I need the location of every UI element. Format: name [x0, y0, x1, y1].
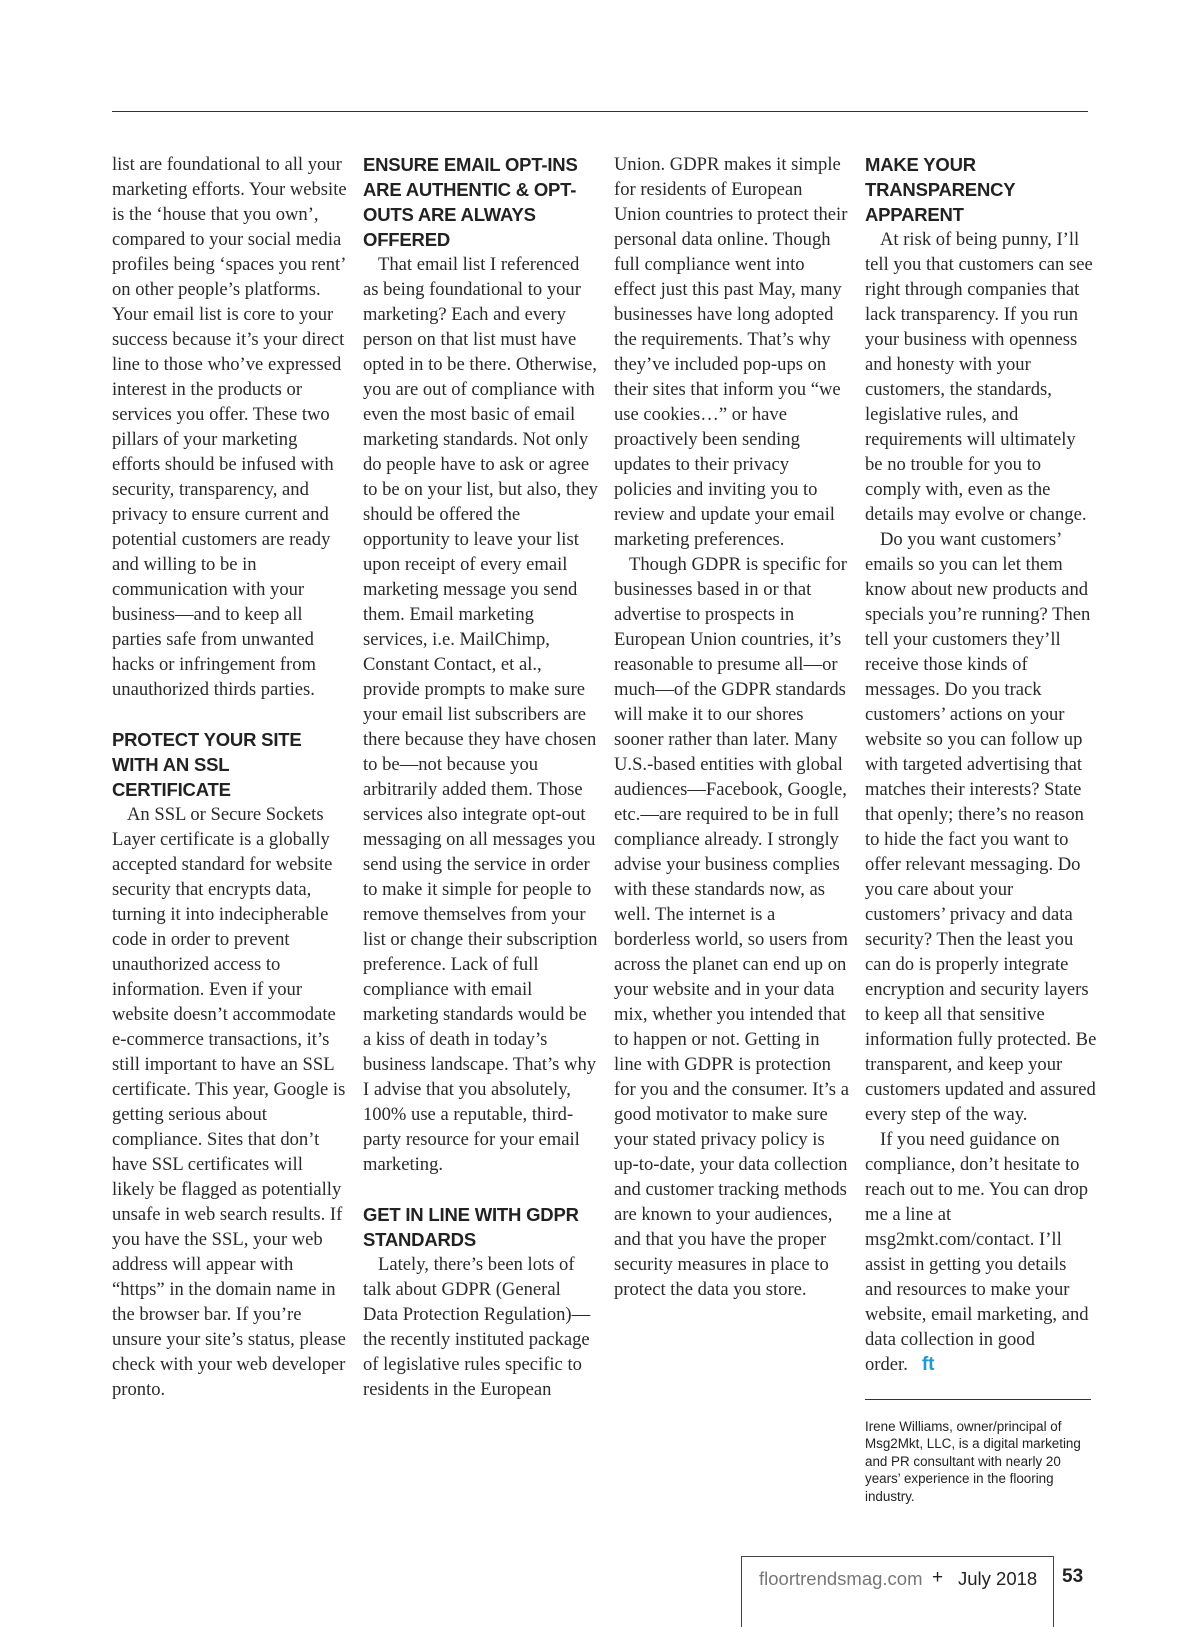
article-column-2 [363, 152, 599, 1402]
paragraph: Union. GDPR makes it simple for residents of European Union countries to protect their personal data online. Though full compliance went into effect just this past May, many businesses have long adopted the requirements. That’s why they’ve included pop-ups on their sites that inform you “we use cookies…” or have proactively been sending updates to their privacy policies and inviting you to review and update your email marketing preferences. [614, 154, 848, 550]
end-mark-logo: ft [921, 1354, 935, 1375]
bio-divider [865, 1399, 1091, 1400]
paragraph: Lately, there’s been lots of talk about GDPR (General Data Protection Regulation)—the recently instituted package of legislative rules specific to residents in the European [363, 1254, 591, 1400]
section-heading-transparency: MAKE YOUR TRANSPARENCY APPARENT [865, 154, 1016, 225]
page-number: 53 [1062, 1566, 1084, 1587]
paragraph: An SSL or Secure Sockets Layer certificate is a globally accepted standard for website security that encrypts data, turning it into indecipherable code in order to prevent unauthorized access to information. Even if your website doesn’t accommodate e-commerce transactions, it’s still important to have an SSL certificate. This year, Google is getting serious about compliance. Sites that don’t have SSL certificates will likely be flagged as potentially unsafe in web search results. If you have the SSL, your web address will appear with “https” in the domain name in the browser bar. If you’re unsure your site’s status, please check with your web developer pronto. [112, 804, 346, 1400]
paragraph: list are foundational to all your marketing efforts. Your website is the ‘house that you own’, compared to your social media profiles being ‘spaces you rent’ on other people’s platforms. Your email list is core to your success because it’s your direct line to those who’ve expressed interest in the products or services you offer. These two pillars of your marketing efforts should be infused with security, transparency, and privacy to ensure current and potential customers are ready and willing to be in communication with your business—and to keep all parties safe from unwanted hacks or infringement from unauthorized thirds parties. [112, 154, 347, 700]
section-heading-gdpr: GET IN LINE WITH GDPR STANDARDS [363, 1204, 579, 1250]
paragraph: Do you want customers’ emails so you can let them know about new products and specials you’re running? Then tell your customers they’ll receive those kinds of messages. Do you track customers’ actions on your website so you can follow up with targeted advertising that matches their interests? State that openly; there’s no reason to hide the fact you want to offer relevant messaging. Do you care about your customers’ privacy and data security? Then the least you can do is properly integrate encryption and security layers to keep all that sensitive information fully protected. Be transparent, and keep your customers updated and assured every step of the way. [865, 529, 1097, 1125]
closing-paragraph [865, 1127, 1097, 1377]
article-column-1 [112, 152, 348, 1402]
footer-issue-date: July 2018 [958, 1568, 1038, 1589]
section-heading-email-opt-ins: ENSURE EMAIL OPT-INS ARE AUTHENTIC & OPT-OUTS ARE ALWAYS OFFERED [363, 154, 578, 250]
article-column-3 [614, 152, 850, 1302]
section-heading-ssl: PROTECT YOUR SITE WITH AN SSL CERTIFICATE [112, 729, 302, 800]
article-column-4 [865, 152, 1097, 1505]
author-bio: Irene Williams, owner/principal of Msg2Mkt, LLC, is a digital marketing and PR consultant with nearly 20 years’ experience in the flooring industry. [865, 1419, 1081, 1504]
paragraph: That email list I referenced as being foundational to your marketing? Each and every person on that list must have opted in to be there. Otherwise, you are out of compliance with even the most basic of email marketing standards. Not only do people have to ask or agree to be on your list, but also, they should be offered the opportunity to leave your list upon receipt of every email marketing message you send them. Email marketing services, i.e. MailChimp, Constant Contact, et al., provide prompts to make sure your email list subscribers are there because they have chosen to be—not because you arbitrarily added them. Those services also integrate opt-out messaging on all messages you send using the service in order to make it simple for people to remove themselves from your list or change their subscription preference. Lack of full compliance with email marketing standards would be a kiss of death in today’s business landscape. That’s why I advise that you absolutely, 100% use a reputable, third-party resource for your email marketing. [363, 254, 598, 1175]
paragraph: Though GDPR is specific for businesses based in or that advertise to prospects in European Union countries, it’s reasonable to presume all—or much—of the GDPR standards will make it to our shores sooner rather than later. Many U.S.-based entities with global audiences—Facebook, Google, etc.—are required to be in full compliance already. I strongly advise your business complies with these standards now, as well. The internet is a borderless world, so users from across the planet can end up on your website and in your data mix, whether you intended that to happen or not. Getting in line with GDPR is protection for you and the consumer. It’s a good motivator to make sure your stated privacy policy is up-to-date, your data collection and customer tracking methods are known to your audiences, and that you have the proper security measures in place to protect the data you store. [614, 554, 849, 1300]
footer-frame [741, 1556, 1054, 1627]
footer-site-name: floortrendsmag.com [759, 1568, 923, 1589]
top-rule [112, 111, 1088, 112]
paragraph: At risk of being punny, I’ll tell you that customers can see right through companies that lack transparency. If you run your business with openness and honesty with your customers, the standards, legislative rules, and requirements will ultimately be no trouble for you to comply with, even as the details may evolve or change. [865, 229, 1093, 525]
closing-text: If you need guidance on compliance, don’t hesitate to reach out to me. You can drop me a line at msg2mkt.com/contact. I’ll assist in getting you details and resources to make your website, email marketing, and data collection in good order. [865, 1129, 1089, 1375]
footer-separator: + [932, 1567, 944, 1588]
